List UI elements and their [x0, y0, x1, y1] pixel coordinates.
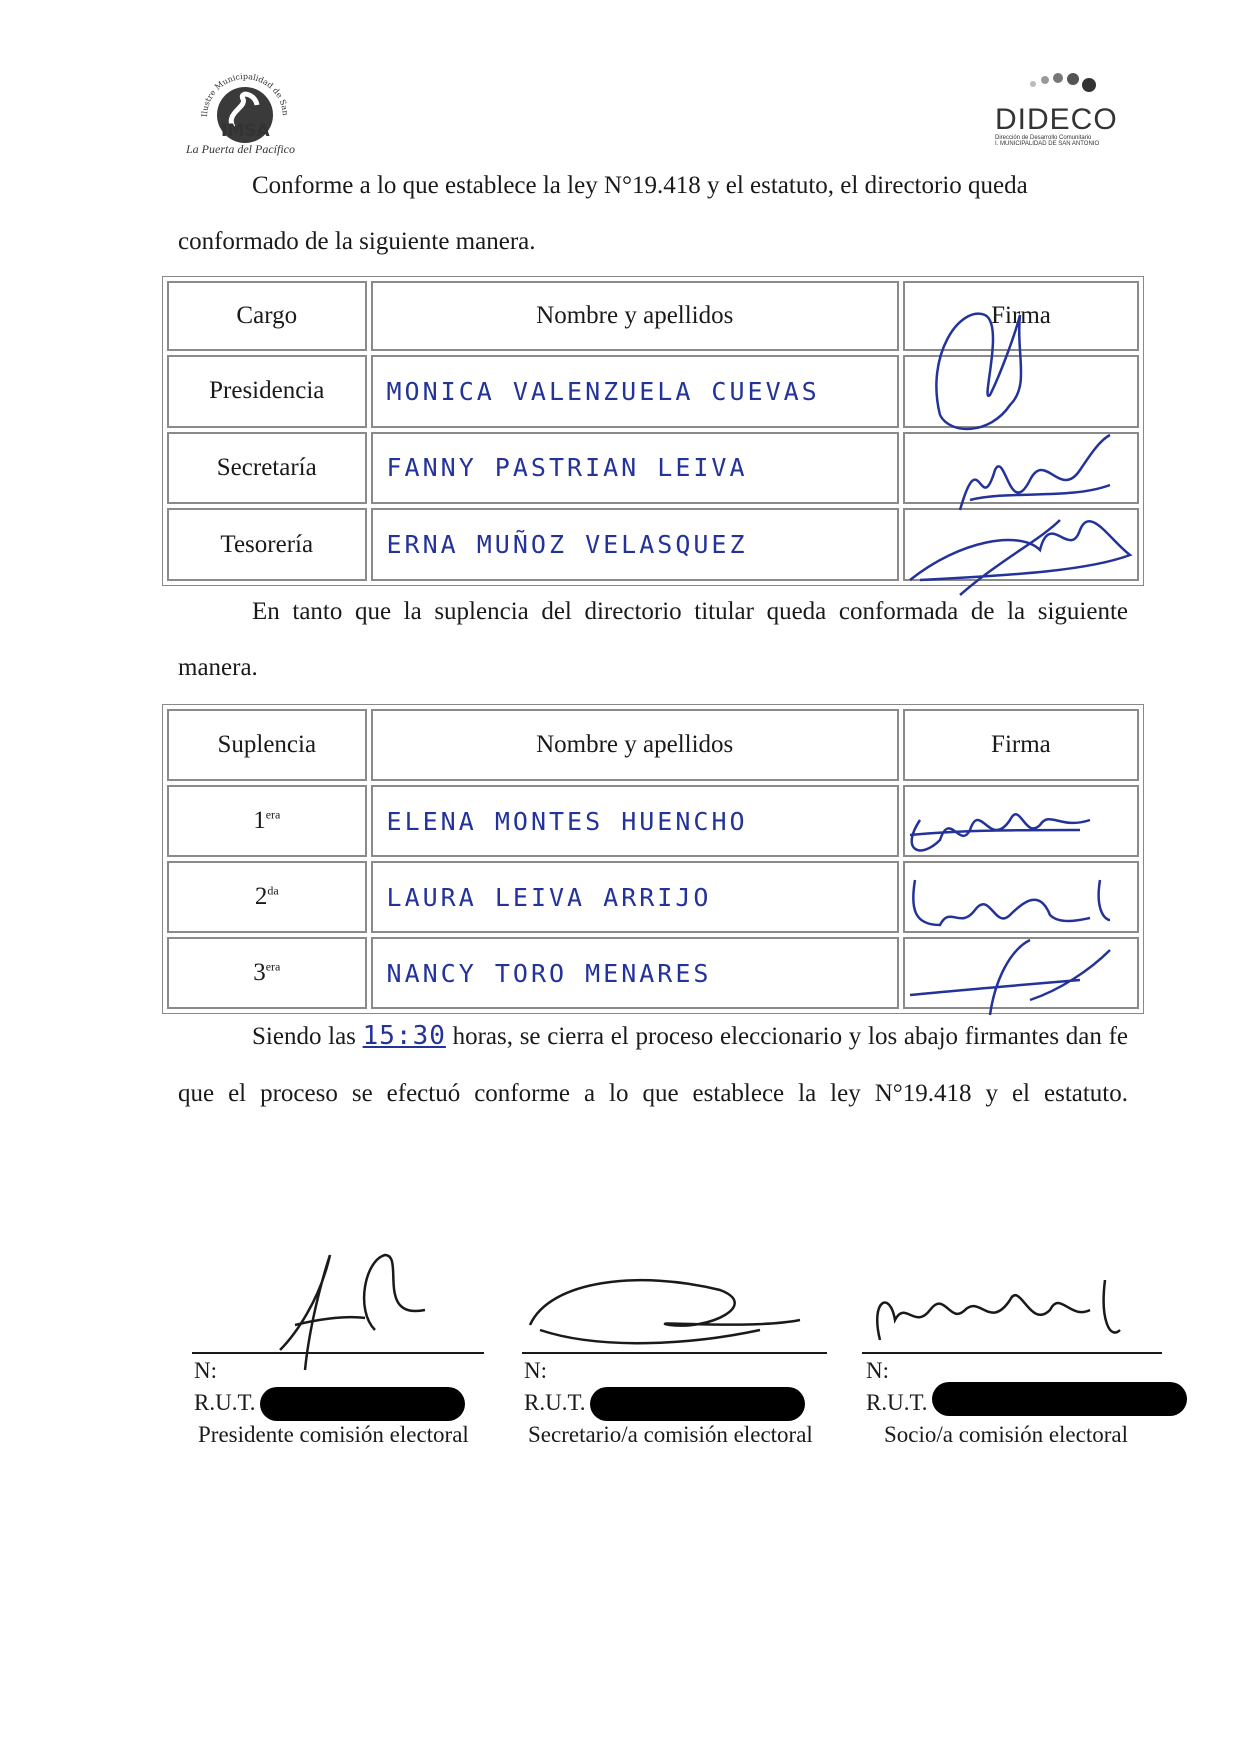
name-cell: ELENA MONTES HUENCHO: [371, 785, 899, 857]
suplencia-paragraph: En tanto que la suplencia del directorio titular queda conformada de la siguiente manera.: [178, 598, 1128, 681]
name-cell: FANNY PASTRIAN LEIVA: [371, 432, 900, 505]
signature-socio-comision: [860, 1270, 1160, 1360]
header-nombre: Nombre y apellidos: [371, 709, 899, 781]
name-cell: NANCY TORO MENARES: [371, 937, 899, 1009]
rut-label-1: R.U.T.: [194, 1390, 256, 1415]
name-cell: MONICA VALENZUELA CUEVAS: [371, 355, 900, 428]
signature-secretario-comision: [520, 1270, 810, 1360]
imsa-arc-text: Ilustre Municipalidad de San: [199, 71, 291, 118]
redacted-rut-3: [932, 1382, 1187, 1416]
header-firma: Firma: [903, 709, 1139, 781]
n-label-2: N:: [524, 1358, 547, 1383]
imsa-acronym: IMSA: [221, 121, 270, 141]
suplencia-ordinal: $3^{era}$: [167, 937, 367, 1009]
name-cell: ERNA MUÑOZ VELASQUEZ: [371, 508, 900, 581]
n-label-3: N:: [866, 1358, 889, 1383]
dideco-line1: Dirección de Desarrollo Comunitario: [995, 135, 1092, 141]
cargo-cell: Secretaría: [167, 432, 367, 505]
signature-suplente-3: [900, 930, 1120, 1020]
closing-time: 15:30: [362, 1021, 446, 1051]
role-label-2: Secretario/a comisión electoral: [528, 1422, 813, 1447]
n-label-1: N:: [194, 1358, 217, 1383]
closing-paragraph: Siendo las 15:30 horas, se cierra el proceso eleccionario y los abajo firmantes dan fe que el proceso se efectuó conforme a lo que establece la ley N°19.418 y el estatuto.: [178, 1021, 1129, 1107]
name-cell: LAURA LEIVA ARRIJO: [371, 861, 899, 933]
cargo-cell: Tesorería: [167, 508, 367, 581]
signature-line-1: [192, 1352, 484, 1354]
rut-label-2: R.U.T.: [524, 1390, 586, 1415]
imsa-tagline: La Puerta del Pacífico: [186, 142, 295, 156]
cargo-cell: Presidencia: [167, 355, 367, 428]
dideco-logo: [995, 70, 1130, 150]
intro-paragraph: Conforme a lo que establece la ley N°19.418 y el estatuto, el directorio queda conformado de la siguiente manera.: [178, 172, 1028, 255]
signature-presidente-comision: [255, 1240, 445, 1380]
header-suplencia: Suplencia: [167, 709, 367, 781]
role-label-1: Presidente comisión electoral: [198, 1422, 469, 1447]
redacted-rut-1: [260, 1387, 465, 1421]
header-firma: Firma: [903, 281, 1139, 351]
dideco-line2: I. MUNICIPALIDAD DE SAN ANTONIO: [995, 141, 1100, 147]
signature-line-3: [862, 1352, 1162, 1354]
header-nombre: Nombre y apellidos: [371, 281, 900, 351]
role-label-3: Socio/a comisión electoral: [884, 1422, 1128, 1447]
signature-suplente-1: [900, 790, 1100, 870]
suplencia-ordinal: $1^{era}$: [167, 785, 367, 857]
rut-label-3: R.U.T.: [866, 1390, 928, 1415]
signature-line-2: [522, 1352, 827, 1354]
suplencia-ordinal: $2^{da}$: [167, 861, 367, 933]
header-cargo: Cargo: [167, 281, 367, 351]
dideco-name: DIDECO: [995, 103, 1118, 136]
redacted-rut-2: [590, 1387, 805, 1421]
dideco-dots-icon: [995, 70, 1130, 100]
